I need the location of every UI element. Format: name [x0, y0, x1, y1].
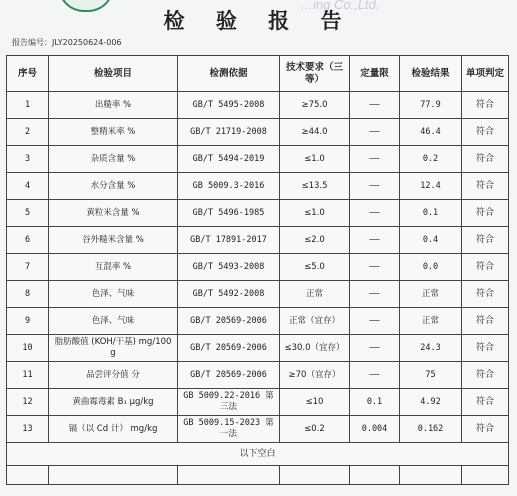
- cell-no: 4: [7, 173, 49, 200]
- table-row: [7, 92, 509, 119]
- cell-result: 0.4: [400, 227, 462, 254]
- cell-item: 互混率 %: [49, 254, 178, 281]
- cell-result: 0.1: [400, 200, 462, 227]
- cell-judgement: 符合: [462, 335, 509, 362]
- report-number-label: 报告编号：: [12, 38, 52, 47]
- cell-loq: ——: [350, 362, 400, 389]
- cell-result: 正常: [400, 281, 462, 308]
- cell-result: 0.162: [400, 416, 462, 443]
- empty-cell: [49, 466, 178, 485]
- table-row: [7, 146, 509, 173]
- cell-method: GB/T 20569-2006: [178, 362, 280, 389]
- cell-requirement: ≤5.0: [280, 254, 350, 281]
- table-row: [7, 173, 509, 200]
- table-row: [7, 389, 509, 416]
- cell-method: GB/T 17891-2017: [178, 227, 280, 254]
- cell-no: 2: [7, 119, 49, 146]
- cell-item: 品尝评分值 分: [49, 362, 178, 389]
- cell-no: 12: [7, 389, 49, 416]
- cell-method: GB/T 5495-2008: [178, 92, 280, 119]
- cell-judgement: 符合: [462, 281, 509, 308]
- empty-cell: [178, 466, 280, 485]
- cell-method: GB 5009.15-2023 第一法: [178, 416, 280, 443]
- cell-requirement: ≤30.0（宜存）: [280, 335, 350, 362]
- cell-judgement: 符合: [462, 416, 509, 443]
- table-row: [7, 416, 509, 443]
- col-header-method: 检测依据: [178, 56, 280, 92]
- col-header-judgement: 单项判定: [462, 56, 509, 92]
- empty-cell: [7, 466, 49, 485]
- cell-result: 12.4: [400, 173, 462, 200]
- page-title: 检 验 报 告: [163, 9, 354, 33]
- cell-judgement: 符合: [462, 200, 509, 227]
- cell-method: GB/T 20569-2006: [178, 335, 280, 362]
- cell-item: 黄粒米含量 %: [49, 200, 178, 227]
- cell-item: 镉（以 Cd 计） mg/kg: [49, 416, 178, 443]
- cell-judgement: 符合: [462, 254, 509, 281]
- report-number: [12, 37, 122, 48]
- table-row: [7, 119, 509, 146]
- cell-no: 1: [7, 92, 49, 119]
- empty-cell: [280, 466, 350, 485]
- col-header-loq: 定量限: [350, 56, 400, 92]
- table-row: [7, 200, 509, 227]
- table-row: [7, 281, 509, 308]
- cell-loq: ——: [350, 281, 400, 308]
- col-header-result: 检验结果: [400, 56, 462, 92]
- cell-judgement: 符合: [462, 173, 509, 200]
- cell-requirement: 正常: [280, 281, 350, 308]
- cell-judgement: 符合: [462, 119, 509, 146]
- cell-item: 出糙率 %: [49, 92, 178, 119]
- empty-cell: [400, 466, 462, 485]
- cell-loq: ——: [350, 308, 400, 335]
- cell-loq: 0.004: [350, 416, 400, 443]
- cell-item: 色泽、气味: [49, 281, 178, 308]
- cell-loq: ——: [350, 227, 400, 254]
- cell-no: 6: [7, 227, 49, 254]
- cell-method: GB/T 5492-2008: [178, 281, 280, 308]
- col-header-requirement: 技术要求（三等）: [280, 56, 350, 92]
- cell-item: 谷外糙米含量 %: [49, 227, 178, 254]
- cell-result: 0.2: [400, 146, 462, 173]
- cell-method: GB/T 5493-2008: [178, 254, 280, 281]
- table-row: [7, 227, 509, 254]
- cell-result: 0.0: [400, 254, 462, 281]
- cell-no: 5: [7, 200, 49, 227]
- inspection-table: [6, 55, 509, 485]
- table-row: [7, 308, 509, 335]
- cell-result: 77.9: [400, 92, 462, 119]
- cell-no: 10: [7, 335, 49, 362]
- cell-loq: ——: [350, 146, 400, 173]
- empty-cell: [462, 466, 509, 485]
- cell-method: GB 5009.22-2016 第三法: [178, 389, 280, 416]
- cell-judgement: 符合: [462, 227, 509, 254]
- cell-loq: ——: [350, 200, 400, 227]
- cell-requirement: ≤0.2: [280, 416, 350, 443]
- cell-requirement: ≥44.0: [280, 119, 350, 146]
- cell-loq: ——: [350, 173, 400, 200]
- cell-item: 整精米率 %: [49, 119, 178, 146]
- cell-result: 4.92: [400, 389, 462, 416]
- cell-result: 46.4: [400, 119, 462, 146]
- cell-loq: ——: [350, 119, 400, 146]
- col-header-item: 检验项目: [49, 56, 178, 92]
- cell-no: 7: [7, 254, 49, 281]
- cell-judgement: 符合: [462, 92, 509, 119]
- cell-requirement: ≤2.0: [280, 227, 350, 254]
- empty-row: [7, 466, 509, 485]
- cell-requirement: ≤10: [280, 389, 350, 416]
- cell-result: 正常: [400, 308, 462, 335]
- cell-requirement: ≤1.0: [280, 200, 350, 227]
- cell-item: 脂肪酸值 (KOH/干基) mg/100 g: [49, 335, 178, 362]
- cell-loq: 0.1: [350, 389, 400, 416]
- cell-loq: ——: [350, 254, 400, 281]
- empty-cell: [350, 466, 400, 485]
- cell-result: 24.3: [400, 335, 462, 362]
- cell-requirement: ≥70（宜存）: [280, 362, 350, 389]
- cell-requirement: ≤13.5: [280, 173, 350, 200]
- cell-method: GB/T 21719-2008: [178, 119, 280, 146]
- cell-no: 3: [7, 146, 49, 173]
- blank-note: 以下空白: [7, 443, 509, 466]
- table-row: [7, 362, 509, 389]
- cell-item: 杂质含量 %: [49, 146, 178, 173]
- cell-loq: ——: [350, 92, 400, 119]
- table-header-row: [7, 56, 509, 92]
- watermark-text: …ing Co.,Ltd.: [300, 0, 380, 12]
- cell-judgement: 符合: [462, 389, 509, 416]
- cell-method: GB/T 20569-2006: [178, 308, 280, 335]
- cell-method: GB/T 5496-1985: [178, 200, 280, 227]
- cell-requirement: ≤1.0: [280, 146, 350, 173]
- cell-judgement: 符合: [462, 362, 509, 389]
- cell-no: 9: [7, 308, 49, 335]
- table-row: [7, 335, 509, 362]
- blank-note-row: [7, 443, 509, 466]
- cell-method: GB/T 5494-2019: [178, 146, 280, 173]
- cell-result: 75: [400, 362, 462, 389]
- cell-loq: ——: [350, 335, 400, 362]
- cell-item: 水分含量 %: [49, 173, 178, 200]
- cell-no: 8: [7, 281, 49, 308]
- cell-requirement: 正常（宜存）: [280, 308, 350, 335]
- table-row: [7, 254, 509, 281]
- cell-no: 13: [7, 416, 49, 443]
- cell-method: GB 5009.3-2016: [178, 173, 280, 200]
- cell-requirement: ≥75.0: [280, 92, 350, 119]
- cell-judgement: 符合: [462, 308, 509, 335]
- cell-judgement: 符合: [462, 146, 509, 173]
- col-header-no: 序号: [7, 56, 49, 92]
- cell-item: 色泽、气味: [49, 308, 178, 335]
- report-number-value: JLY20250624-006: [52, 38, 122, 47]
- cell-item: 黄曲霉毒素 B₁ μg/kg: [49, 389, 178, 416]
- cell-no: 11: [7, 362, 49, 389]
